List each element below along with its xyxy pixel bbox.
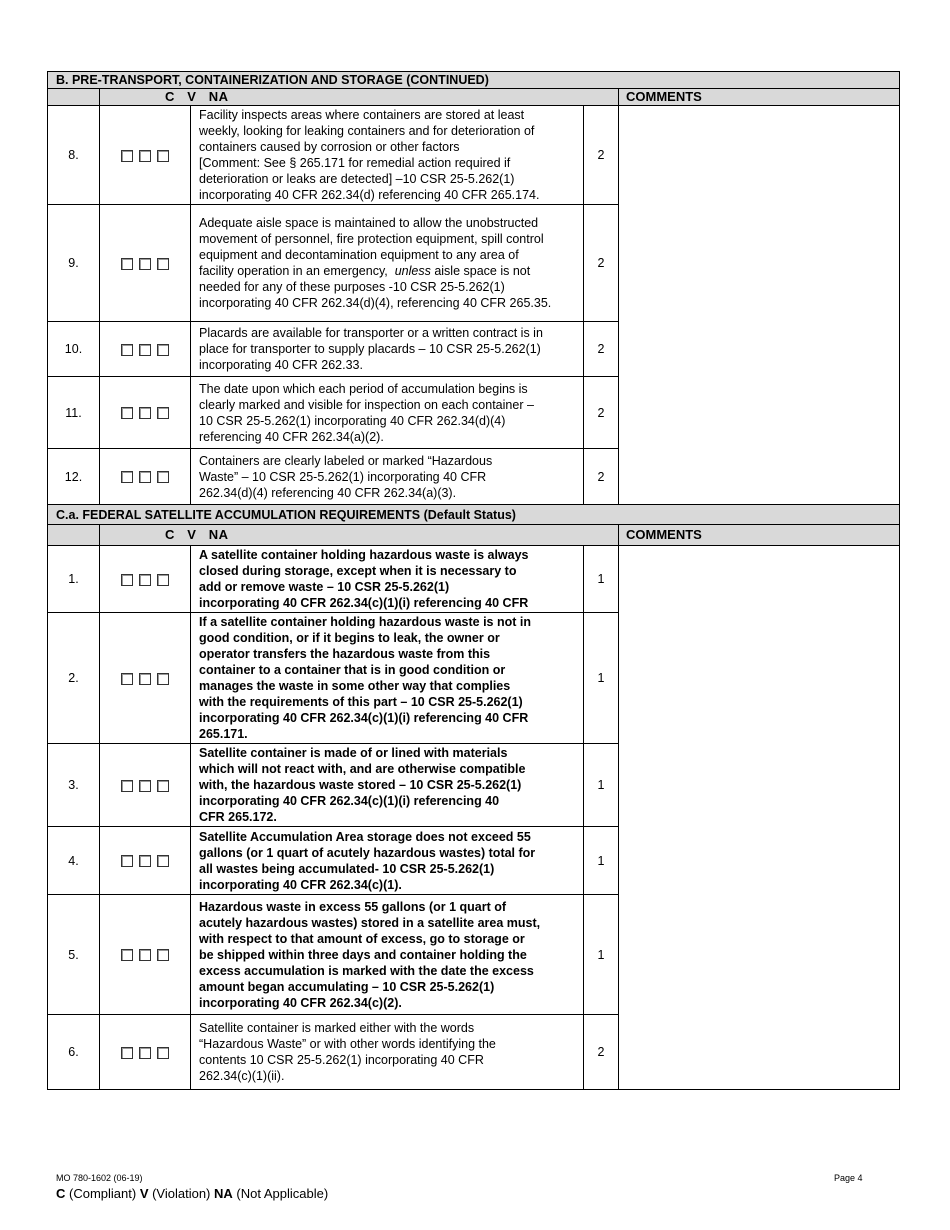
points-value: 2 (584, 377, 619, 449)
description-line: incorporating 40 CFR 262.34(c)(1). (199, 877, 402, 892)
description-line: equipment and decontamination equipment to any area of (199, 248, 519, 262)
item-description (191, 744, 584, 827)
comments-field-section-b[interactable] (619, 106, 900, 505)
description-line: weekly, looking for leaking containers and for deterioration of (199, 124, 535, 138)
description-line: good condition, or if it begins to leak, the owner or (199, 631, 500, 645)
description-line: [Comment: See § 265.171 for remedial action required if (199, 156, 511, 170)
description-line: place for transporter to supply placards – 10 CSR 25-5.262(1) (199, 342, 541, 356)
description-line: 10 CSR 25-5.262(1) incorporating 40 CFR 262.34(d)(4) (199, 413, 506, 428)
comments-header: COMMENTS (619, 89, 900, 106)
item-description (191, 322, 584, 377)
cvna-checkboxes (100, 827, 191, 895)
section-b-title-row (48, 72, 900, 89)
points-value: 2 (584, 1015, 619, 1090)
description-line: If a satellite container holding hazardous waste is not in (199, 615, 532, 629)
description-line: A satellite container holding hazardous waste is always (199, 548, 529, 562)
description-line: deterioration or leaks are detected] –10 CSR 25-5.262(1) (199, 172, 515, 186)
description-line: Satellite container is made of or lined with materials (199, 746, 508, 760)
item-description (191, 546, 584, 613)
item-number: 11. (48, 377, 100, 449)
section-b-header-row (48, 89, 900, 106)
not-applicable-checkbox[interactable] (157, 780, 169, 792)
violation-checkbox[interactable] (139, 471, 151, 483)
description-line: needed for any of these purposes -10 CSR 25-5.262(1) (199, 280, 505, 294)
violation-checkbox[interactable] (139, 344, 151, 356)
points-value: 2 (584, 106, 619, 205)
description-line: contents 10 CSR 25-5.262(1) incorporating 40 CFR (199, 1053, 484, 1067)
description-line: The date upon which each period of accumulation begins is (199, 381, 528, 396)
item-description (191, 827, 584, 895)
section-ca-title-row (48, 505, 900, 525)
violation-checkbox[interactable] (139, 407, 151, 419)
description-line: with, the hazardous waste stored – 10 CSR 25-5.262(1) (199, 778, 522, 792)
violation-checkbox[interactable] (139, 780, 151, 792)
description-line: with respect to that amount of excess, go to storage or (199, 931, 525, 946)
item-description (191, 106, 584, 205)
compliant-checkbox[interactable] (121, 949, 133, 961)
description-line: 262.34(c)(1)(ii). (199, 1069, 285, 1083)
description-line: Adequate aisle space is maintained to allow the unobstructed (199, 216, 539, 230)
points-value: 1 (584, 744, 619, 827)
cvna-checkboxes (100, 1015, 191, 1090)
description-line: 265.171. (199, 727, 248, 741)
description-line: incorporating 40 CFR 262.34(c)(2). (199, 995, 402, 1010)
description-line: closed during storage, except when it is necessary to (199, 564, 517, 578)
description-line: Satellite container is marked either with the words (199, 1021, 475, 1035)
table-row (48, 546, 900, 613)
cvna-checkboxes (100, 744, 191, 827)
item-description (191, 205, 584, 322)
description-line: facility operation in an emergency, unless aisle space is not (199, 264, 531, 278)
description-line: Facility inspects areas where containers are stored at least (199, 108, 525, 122)
compliant-checkbox[interactable] (121, 574, 133, 586)
description-line: incorporating 40 CFR 262.34(d)(4), referencing 40 CFR 265.35. (199, 296, 552, 310)
cvna-checkboxes (100, 106, 191, 205)
compliant-checkbox[interactable] (121, 258, 133, 270)
compliant-checkbox[interactable] (121, 471, 133, 483)
cvna-checkboxes (100, 377, 191, 449)
section-b-title: B. PRE-TRANSPORT, CONTAINERIZATION AND STORAGE (CONTINUED) (48, 72, 900, 89)
compliant-checkbox[interactable] (121, 673, 133, 685)
not-applicable-checkbox[interactable] (157, 1047, 169, 1059)
item-number: 8. (48, 106, 100, 205)
item-description (191, 613, 584, 744)
description-line: all wastes being accumulated- 10 CSR 25-5.262(1) (199, 861, 495, 876)
item-number: 5. (48, 895, 100, 1015)
compliant-checkbox[interactable] (121, 344, 133, 356)
description-line: CFR 265.172. (199, 810, 277, 824)
table-row (48, 106, 900, 205)
item-description (191, 449, 584, 505)
points-value: 2 (584, 322, 619, 377)
description-line: incorporating 40 CFR 262.34(c)(1)(i) referencing 40 (199, 794, 500, 808)
description-line: add or remove waste – 10 CSR 25-5.262(1) (199, 580, 450, 594)
status-legend: C (Compliant) V (Violation) NA (Not Applicable) (56, 1186, 329, 1201)
item-number: 4. (48, 827, 100, 895)
description-line: incorporating 40 CFR 262.34(d) referencing 40 CFR 265.174. (199, 188, 540, 202)
compliant-checkbox[interactable] (121, 150, 133, 162)
description-line: Waste” – 10 CSR 25-5.262(1) incorporating 40 CFR (199, 469, 487, 484)
description-line: movement of personnel, fire protection equipment, spill control (199, 232, 544, 246)
compliant-checkbox[interactable] (121, 1047, 133, 1059)
description-line: operator transfers the hazardous waste from this (199, 647, 491, 661)
not-applicable-checkbox[interactable] (157, 344, 169, 356)
comments-header: COMMENTS (619, 525, 900, 546)
description-line: excess accumulation is marked with the date the excess (199, 963, 534, 978)
points-value: 1 (584, 613, 619, 744)
form-code: MO 780-1602 (06-19) (56, 1173, 143, 1183)
description-line: clearly marked and visible for inspection on each container – (199, 397, 534, 412)
cvna-header: C V NA (100, 89, 619, 106)
description-line: amount began accumulating – 10 CSR 25-5.262(1) (199, 979, 495, 994)
not-applicable-checkbox[interactable] (157, 855, 169, 867)
points-value: 2 (584, 449, 619, 505)
not-applicable-checkbox[interactable] (157, 407, 169, 419)
description-line: Placards are available for transporter or a written contract is in (199, 326, 543, 340)
description-line: incorporating 40 CFR 262.33. (199, 358, 363, 372)
not-applicable-checkbox[interactable] (157, 471, 169, 483)
violation-checkbox[interactable] (139, 1047, 151, 1059)
description-line: Satellite Accumulation Area storage does not exceed 55 (199, 829, 531, 844)
description-line: with the requirements of this part – 10 CSR 25-5.262(1) (199, 695, 523, 709)
violation-checkbox[interactable] (139, 574, 151, 586)
not-applicable-checkbox[interactable] (157, 258, 169, 270)
not-applicable-checkbox[interactable] (157, 673, 169, 685)
cvna-checkboxes (100, 322, 191, 377)
points-value: 1 (584, 827, 619, 895)
item-number: 3. (48, 744, 100, 827)
description-line: container to a container that is in good condition or (199, 663, 506, 677)
violation-checkbox[interactable] (139, 855, 151, 867)
item-number: 2. (48, 613, 100, 744)
description-line: incorporating 40 CFR 262.34(c)(1)(i) referencing 40 CFR (199, 596, 529, 610)
compliant-checkbox[interactable] (121, 780, 133, 792)
points-value: 1 (584, 546, 619, 613)
violation-checkbox[interactable] (139, 258, 151, 270)
item-number: 6. (48, 1015, 100, 1090)
cvna-checkboxes (100, 613, 191, 744)
description-line: containers caused by corrosion or other factors (199, 140, 460, 154)
description-line: referencing 40 CFR 262.34(a)(2). (199, 429, 384, 444)
violation-checkbox[interactable] (139, 949, 151, 961)
cvna-checkboxes (100, 895, 191, 1015)
not-applicable-checkbox[interactable] (157, 949, 169, 961)
cvna-checkboxes (100, 449, 191, 505)
section-ca-header-row (48, 525, 900, 546)
compliant-checkbox[interactable] (121, 407, 133, 419)
cvna-checkboxes (100, 205, 191, 322)
item-number: 9. (48, 205, 100, 322)
violation-checkbox[interactable] (139, 150, 151, 162)
description-line: incorporating 40 CFR 262.34(c)(1)(i) referencing 40 CFR (199, 711, 529, 725)
inspection-checklist-table (47, 71, 900, 1090)
not-applicable-checkbox[interactable] (157, 150, 169, 162)
description-line: Containers are clearly labeled or marked “Hazardous (199, 453, 493, 468)
comments-field-section-ca[interactable] (619, 546, 900, 1090)
item-number: 10. (48, 322, 100, 377)
description-line: “Hazardous Waste” or with other words identifying the (199, 1037, 496, 1051)
cvna-header: C V NA (100, 525, 619, 546)
not-applicable-checkbox[interactable] (157, 574, 169, 586)
description-line: acutely hazardous wastes) stored in a satellite area must, (199, 915, 541, 930)
item-number: 1. (48, 546, 100, 613)
points-value: 2 (584, 205, 619, 322)
description-line: which will not react with, and are otherwise compatible (199, 762, 526, 776)
points-value: 1 (584, 895, 619, 1015)
item-number: 12. (48, 449, 100, 505)
description-line: be shipped within three days and container holding the (199, 947, 527, 962)
cvna-checkboxes (100, 546, 191, 613)
description-line: gallons (or 1 quart of acutely hazardous wastes) total for (199, 845, 536, 860)
page-number: Page 4 (834, 1173, 863, 1183)
item-description (191, 1015, 584, 1090)
description-line: manages the waste in some other way that complies (199, 679, 511, 693)
violation-checkbox[interactable] (139, 673, 151, 685)
compliant-checkbox[interactable] (121, 855, 133, 867)
description-line: 262.34(d)(4) referencing 40 CFR 262.34(a)(3). (199, 485, 457, 500)
description-line: Hazardous waste in excess 55 gallons (or 1 quart of (199, 899, 507, 914)
item-description (191, 895, 584, 1015)
section-ca-title: C.a. FEDERAL SATELLITE ACCUMULATION REQUIREMENTS (Default Status) (48, 505, 900, 525)
item-description (191, 377, 584, 449)
